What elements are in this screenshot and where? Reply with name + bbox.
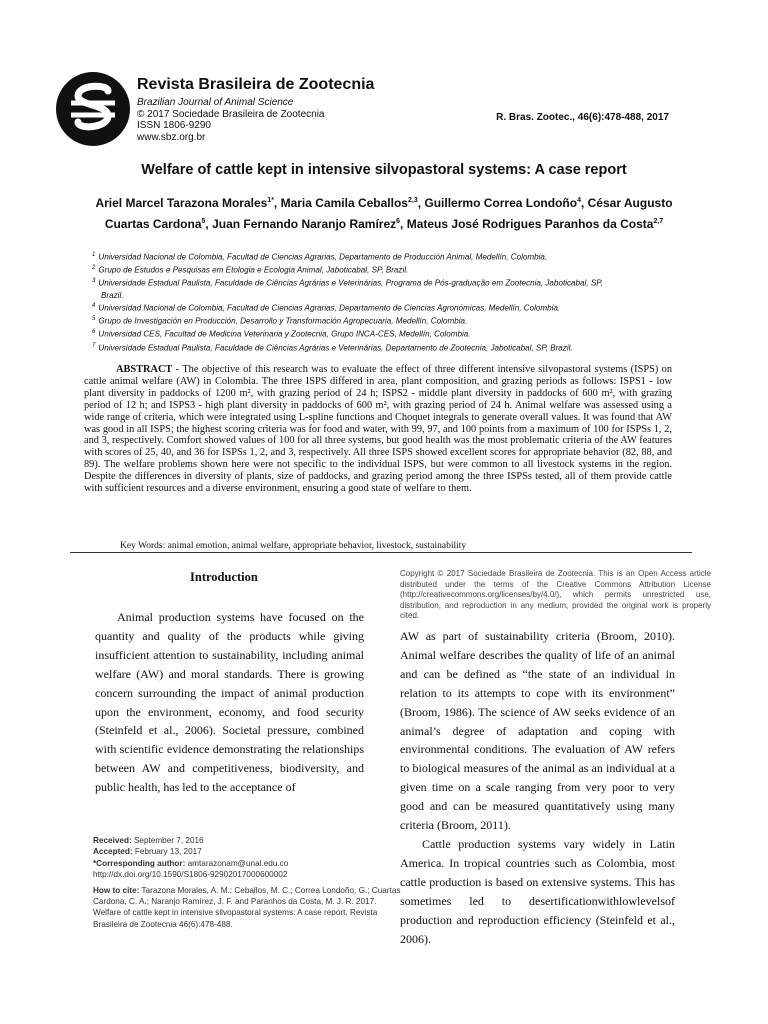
author-email-link[interactable]: amtarazonam@unal.edu.co [185, 858, 289, 868]
journal-copyright: © 2017 Sociedade Brasileira de Zootecnia [137, 108, 325, 120]
affiliation-item: $^7$ Universidade Estadual Paulista, Faculdade de Ciências Agrárias e Veterinárias, Departamento de Zootecnia, Jaboticabal, SP, Brazil. [92, 342, 573, 353]
article-title: Welfare of cattle kept in intensive silvopastoral systems: A case report [141, 162, 627, 178]
author-affiliation-mark: 5 [201, 217, 206, 225]
journal-title: Revista Brasileira de Zootecnia [137, 76, 375, 93]
author-affiliation-mark: 4 [577, 197, 581, 204]
body-paragraph: AW as part of sustainability criteria (Broom, 2010). Animal welfare describes the quality of life of an animal and can be defined as “the state of an individual in relation to its attempts to cope with its environment” (Broom, 1986). The science of AW seeks evidence of an animal’s degree of adaptation and coping with environmental conditions. The evaluation of AW refers to biological measures of the animal as an individual at a given time on a scale ranging from very poor to very good and can be measured quantitatively using many criteria (Broom, 2011). [400, 629, 675, 833]
author-affiliation-mark: 2,3 [407, 197, 418, 204]
journal-subtitle: Brazilian Journal of Animal Science [137, 97, 294, 108]
how-to-cite: How to cite: Tarazona Morales, A. M.; Ceballos, M. C.; Correa Londoño, G.; Cuartas Cardona, C. A.; Naranjo Ramírez, J. F. and Paranhos da Costa, M. J. R. 2017. Welfare of cattle kept in intensive silvopastoral systems: A case report. Revista Brasileira de Zootecnia 46(6):478-488. [93, 885, 401, 929]
affiliation-item: $^6$ Universidad CES, Facultad de Medicina Veterinaria y Zootecnia, Grupo INCA-CES, Medellín, Colombia. [92, 329, 471, 340]
affiliation-list [92, 250, 692, 354]
journal-header [137, 76, 374, 143]
author-affiliation-mark: 1* [267, 197, 274, 204]
author-list: Ariel Marcel Tarazona Morales$^{1*}$, Maria Camila Ceballos$^{2,3}$, Guillermo Correa Londoño$^4$, César Augusto Cuartas Cardona$^5$, Juan Fernando Naranjo Ramírez$^6$, Mateus José Rodrigues Paranhos da Costa$^{2,7}$ [95, 196, 673, 231]
author-name: Juan Fernando Naranjo Ramírez [212, 216, 397, 231]
affiliation-item: $^3$ Universidade Estadual Paulista, Faculdade de Ciências Agrárias e Veterinárias, Programa de Pós-graduação em Zootecnia, Jaboticabal, SP, [92, 278, 603, 289]
journal-website-link[interactable]: www.sbz.org.br [137, 131, 206, 143]
body-text-left-column: Animal production systems have focused on the quantity and quality of the products while giving insufficient attention to sustainability, including animal welfare (AW) and moral standards. There is growing concern surrounding the impact of animal production upon the environment, economy, and food security (Steinfeld et al., 2006). Societal pressure, combined with scientific evidence demonstrating the relationships between AW and competitiveness, biodiversity, and public health, has led to the acceptance of [95, 610, 364, 795]
sbz-logo-icon [56, 72, 130, 146]
citation-reference: R. Bras. Zootec., 46(6):478-488, 2017 [496, 112, 669, 123]
journal-issn: ISSN 1806-9290 [137, 120, 211, 131]
author-affiliation-mark: 2,7 [653, 217, 664, 225]
author-affiliation-mark: 6 [396, 217, 401, 225]
abstract-label: ABSTRACT [116, 364, 173, 375]
author-name: César Augusto Cuartas Cardona [104, 196, 673, 231]
section-heading-introduction: Introduction [190, 570, 258, 584]
author-name: Ariel Marcel Tarazona Morales [95, 196, 268, 210]
section-divider [70, 552, 692, 553]
affiliation-item: $^5$ Grupo de Investigación en Producción, Desarrollo y Transformación Agropecuaria, Medellín, Colombia. [92, 316, 468, 326]
article-footer [93, 835, 405, 930]
affiliation-item-continuation: Brazil. [101, 290, 124, 300]
body-paragraph: Cattle production systems vary widely in Latin America. In tropical countries such as Colombia, most cattle production is based on extensive systems. This has sometimes led to desertificationwithlowlevelsof production and reproduction efficiency (Steinfeld et al., 2006). [400, 836, 675, 946]
abstract-text: - The objective of this research was to evaluate the effect of three different intensive silvopastoral systems (ISPS) on cattle animal welfare (AW) in Colombia. The three ISPS differed in area, plant composition, and grazing periods as follows: ISPS1 - low plant diversity in paddocks of 1200 m², with grazing period of 24 h; ISPS2 - middle plant diversity in paddocks of 600 m², with grazing period of 12 h; and ISPS3 - high plant diversity in paddocks of 600 m², with grazing period of 24 h. Animal welfare was assessed using a wide range of criteria, which were integrated using L-spline functions and Choquet integrals to generate overall values. It was found that AW was good in all ISPS; the highest scoring criteria was for food and water, with 99, 97, and 100 points from a maximum of 100 for ISPSs 1, 2, and 3, respectively. Comfort showed values of 100 for all three systems, but good health was the most problematic criteria of the AW features with scores of 25, 40, and 36 for ISPSs 1, 2, and 3, respectively. All three ISPS showed excellent scores for appropriate behavior (82, 88, and 89). The welfare problems shown here were not specific to the individual ISPS, but were common to all livestock systems in the region. Despite the differences in diversity of plants, size of paddocks, and grazing period among the three ISPSs tested, all of them provide cattle with sufficient resources and a diverse environment, ensuring a good state of welfare to them. [84, 364, 672, 495]
author-name: Guillermo Correa Londoño [424, 196, 578, 210]
affiliation-item: $^1$ Universidad Nacional de Colombia, Facultad de Ciencias Agrarias, Departamento de Producción Animal, Medellín, Colombia. [92, 252, 548, 262]
affiliation-item: $^2$ Grupo de Estudos e Pesquisas em Etologia e Ecologia Animal, Jaboticabal, SP, Brazil. [92, 265, 409, 275]
corresponding-author: *Corresponding author: amtarazonam@unal.edu.co [93, 858, 289, 868]
accepted-date: Accepted: February 13, 2017 [93, 847, 202, 857]
author-name: Mateus José Rodrigues Paranhos da Costa [406, 216, 654, 231]
body-text-right-column [400, 627, 675, 948]
doi-link[interactable]: http://dx.doi.org/10.1590/S1806-92902017000600002 [93, 870, 288, 880]
copyright-notice: Copyright © 2017 Sociedade Brasileira de Zootecnia. This is an Open Access article distributed under the terms of the Creative Commons Attribution License (http://creativecommons.org/licenses/by/4.0/), which permits unrestricted use, distribution, and reproduction in any medium, provided the original work is properly cited. [400, 569, 711, 620]
author-name: Maria Camila Ceballos [280, 196, 408, 210]
affiliation-item: $^4$ Universidad Nacional de Colombia, Facultad de Ciencias Agrarias, Departamento de Ciencias Agronómicas, Medellín, Colombia. [92, 303, 561, 313]
received-date: Received: September 7, 2016 [93, 836, 204, 845]
keywords: Key Words: animal emotion, animal welfare, appropriate behavior, livestock, sustainability [120, 541, 467, 551]
abstract [84, 364, 672, 495]
